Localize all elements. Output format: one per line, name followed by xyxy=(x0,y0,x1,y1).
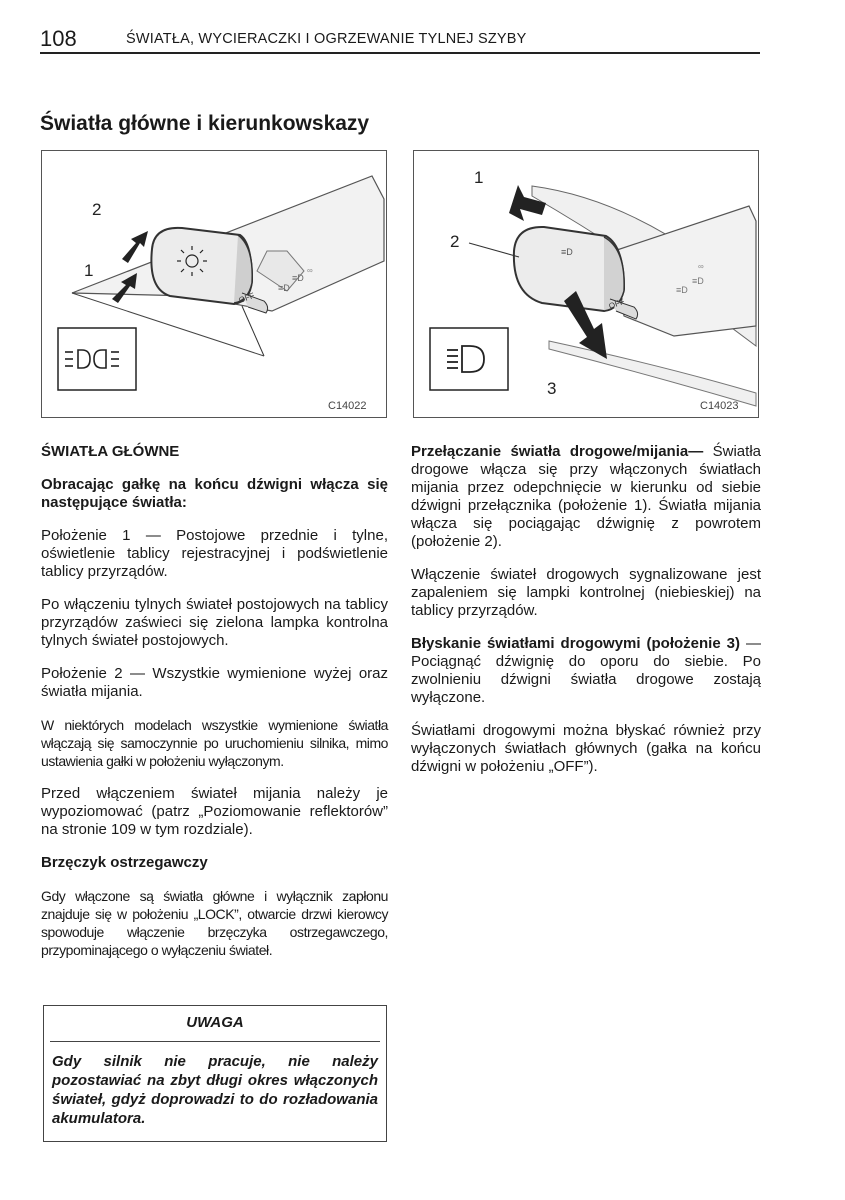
figure-beam-switch xyxy=(413,150,759,418)
svg-text:∞: ∞ xyxy=(307,266,313,275)
left-figure-code: C14022 xyxy=(328,400,367,412)
svg-text:≡D: ≡D xyxy=(676,285,688,295)
right-column xyxy=(411,443,761,791)
leveling-text: Przed włączeniem świateł mijania należy je wypoziomować (patrz „Poziomowanie reflektorów” na stronie 109 w tym rozdziale). xyxy=(41,785,388,838)
beam-switch-paragraph xyxy=(411,443,761,551)
section-title: Światła główne i kierunkowskazy xyxy=(40,112,370,135)
left-label-1: 1 xyxy=(84,261,94,280)
models-note: W niektórych modelach wszystkie wymienione światła włączają się samoczynnie po uruchomieniu silnika, mimo ustawienia gałki w położeniu wyłączonym. xyxy=(41,717,388,769)
flash-paragraph xyxy=(411,635,761,707)
flash-text: — Pociągnąć dźwignię do oporu do siebie. Po zwolnieniu dźwigni światła drogowe zostają wyłączone. xyxy=(411,635,761,706)
right-label-3: 3 xyxy=(547,379,557,398)
beam-switch-illustration xyxy=(414,151,758,417)
warning-divider xyxy=(50,1041,380,1042)
right-label-2: 2 xyxy=(450,232,460,251)
page-number: 108 xyxy=(40,26,77,51)
svg-text:≡D: ≡D xyxy=(292,273,304,283)
figure-headlight-rotation xyxy=(41,150,387,418)
flash-off-text: Światłami drogowymi można błyskać również przy wyłączonych światłach głównych (gałka na końcu dźwigni w położeniu „OFF”). xyxy=(411,722,761,775)
warning-box xyxy=(43,1005,387,1142)
svg-text:≡D: ≡D xyxy=(278,283,290,293)
svg-text:≡D: ≡D xyxy=(561,247,573,257)
right-off-mark: OFF xyxy=(607,296,626,311)
svg-text:∞: ∞ xyxy=(698,262,704,271)
left-off-mark: OFF xyxy=(237,290,256,305)
svg-text:≡D: ≡D xyxy=(692,276,704,286)
beam-switch-text: Światła drogowe włącza się przy włączonych światłach mijania przez odepchnięcie w kierunku od siebie dźwigni przełącznika (położenie 1). Światła mijania włącza się pociągając dźwignię z powrotem (położenie 2). xyxy=(411,443,761,550)
headlights-heading: ŚWIATŁA GŁÓWNE xyxy=(41,443,180,460)
high-beam-indicator-text: Włączenie świateł drogowych sygnalizowane jest zapaleniem się lampki kontrolnej (niebieskiej) na tablicy przyrządów. xyxy=(411,566,761,619)
position-1-text: Położenie 1 — Postojowe przednie i tylne, oświetlenie tablicy rejestracyjnej i podświetlenie tablicy przyrządów. xyxy=(41,527,388,580)
headlights-intro: Obracając gałkę na końcu dźwigni włącza się następujące światła: xyxy=(41,476,388,511)
buzzer-heading: Brzęczyk ostrzegawczy xyxy=(41,854,208,871)
flash-heading: Błyskanie światłami drogowymi (położenie 3) xyxy=(411,635,741,652)
right-figure-code: C14023 xyxy=(700,400,739,412)
position-2-text: Położenie 2 — Wszystkie wymienione wyżej oraz światła mijania. xyxy=(41,665,388,700)
page-header xyxy=(40,26,760,54)
headlight-switch-illustration xyxy=(42,151,386,417)
warning-text: Gdy silnik nie pracuje, nie należy pozostawiać na zbyt długi okres włączonych świateł, gdyż doprowadzi to do rozładowania akumulatora. xyxy=(52,1053,378,1127)
left-column xyxy=(41,443,388,974)
warning-title: UWAGA xyxy=(186,1014,244,1031)
indicator-text: Po włączeniu tylnych świateł postojowych na tablicy przyrządów zaświeci się zielona lampka kontrolna tylnych świateł postojowych. xyxy=(41,596,388,649)
right-label-1: 1 xyxy=(474,168,484,187)
running-title: ŚWIATŁA, WYCIERACZKI I OGRZEWANIE TYLNEJ SZYBY xyxy=(126,31,527,47)
beam-switch-heading: Przełączanie światła drogowe/mijania— xyxy=(411,443,704,460)
buzzer-text: Gdy włączone są światła główne i wyłącznik zapłonu znajduje się w położeniu „LOCK”, otwarcie drzwi kierowcy spowoduje włączenie brzęczyka ostrzegawczego, przypominającego o wyłączeniu świateł. xyxy=(41,888,388,958)
left-label-2: 2 xyxy=(92,200,102,219)
